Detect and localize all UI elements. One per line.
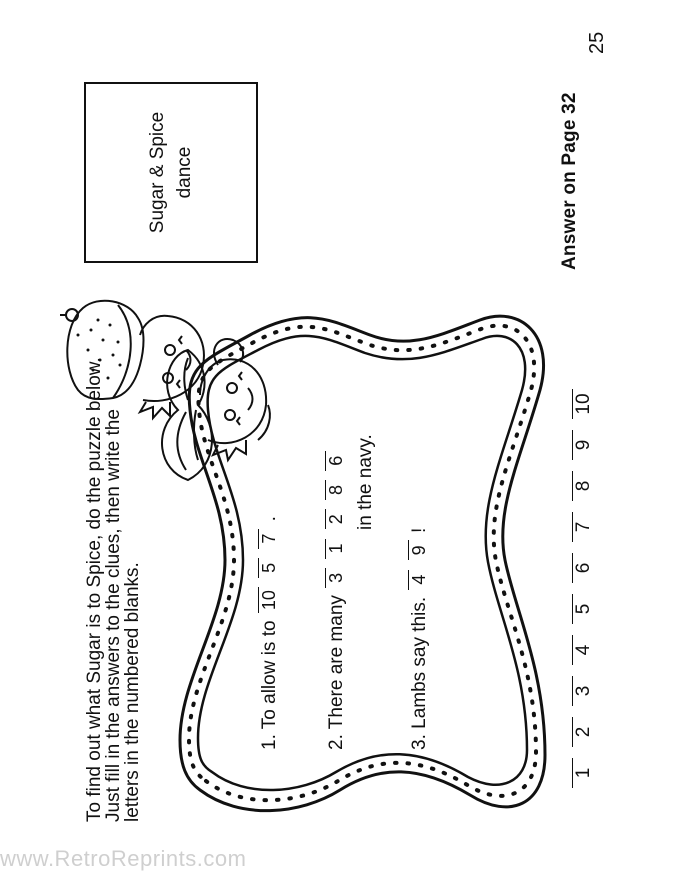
clue-1 [258, 516, 281, 750]
watermark: www.RetroReprints.com [0, 846, 247, 871]
answer-blank-8[interactable]: 8 [572, 471, 595, 501]
clue-1-blank[interactable]: 7 [258, 529, 279, 549]
clue-1-blank[interactable]: 5 [258, 558, 279, 578]
clue-1-blank[interactable]: 10 [258, 587, 279, 613]
answer-blank-6[interactable]: 6 [572, 553, 595, 583]
clue-2-text: 2. There are many [326, 595, 347, 750]
clue-1-text: 1. To allow is to [259, 620, 280, 750]
instruction-line-1: To find out what Sugar is to Spice, do the puzzle below. [84, 357, 105, 822]
box-line-1: Sugar & Spice [147, 111, 168, 234]
box-line-2: dance [174, 146, 195, 199]
answer-blank-2[interactable]: 2 [572, 717, 595, 747]
instruction-line-2: Just fill in the answers to the clues, then write the [103, 409, 124, 822]
answer-blank-1[interactable]: 1 [572, 758, 595, 788]
clue-2-continuation: in the navy. [355, 434, 376, 530]
answer-blank-3[interactable]: 3 [572, 676, 595, 706]
clue-1-end: . [259, 516, 280, 522]
answer-blank-7[interactable]: 7 [572, 512, 595, 542]
page-number: 25 [586, 31, 608, 54]
instructions [85, 282, 142, 822]
clue-3-blank[interactable]: 4 [408, 570, 429, 590]
clue-3-blank[interactable]: 9 [408, 540, 429, 560]
clue-2 [325, 449, 348, 750]
instruction-line-3: letters in the numbered blanks. [122, 562, 143, 822]
clue-2-blank[interactable]: 6 [325, 451, 346, 471]
answer-blank-4[interactable]: 4 [572, 635, 595, 665]
clue-2-blank[interactable]: 8 [325, 480, 346, 500]
answer-blank-5[interactable]: 5 [572, 594, 595, 624]
clue-3-end: ! [409, 527, 430, 534]
clue-2-blank[interactable]: 2 [325, 509, 346, 529]
clue-2-blank[interactable]: 1 [325, 539, 346, 559]
clue-3 [408, 528, 431, 750]
clue-2-blank[interactable]: 3 [325, 568, 346, 588]
answer-blank-9[interactable]: 9 [572, 430, 595, 460]
answer-note: Answer on Page 32 [559, 92, 580, 270]
answer-box [84, 82, 258, 263]
clue-3-text: 3. Lambs say this. [409, 596, 430, 750]
answer-blank-10[interactable]: 10 [572, 389, 595, 419]
answer-blanks [572, 380, 595, 790]
